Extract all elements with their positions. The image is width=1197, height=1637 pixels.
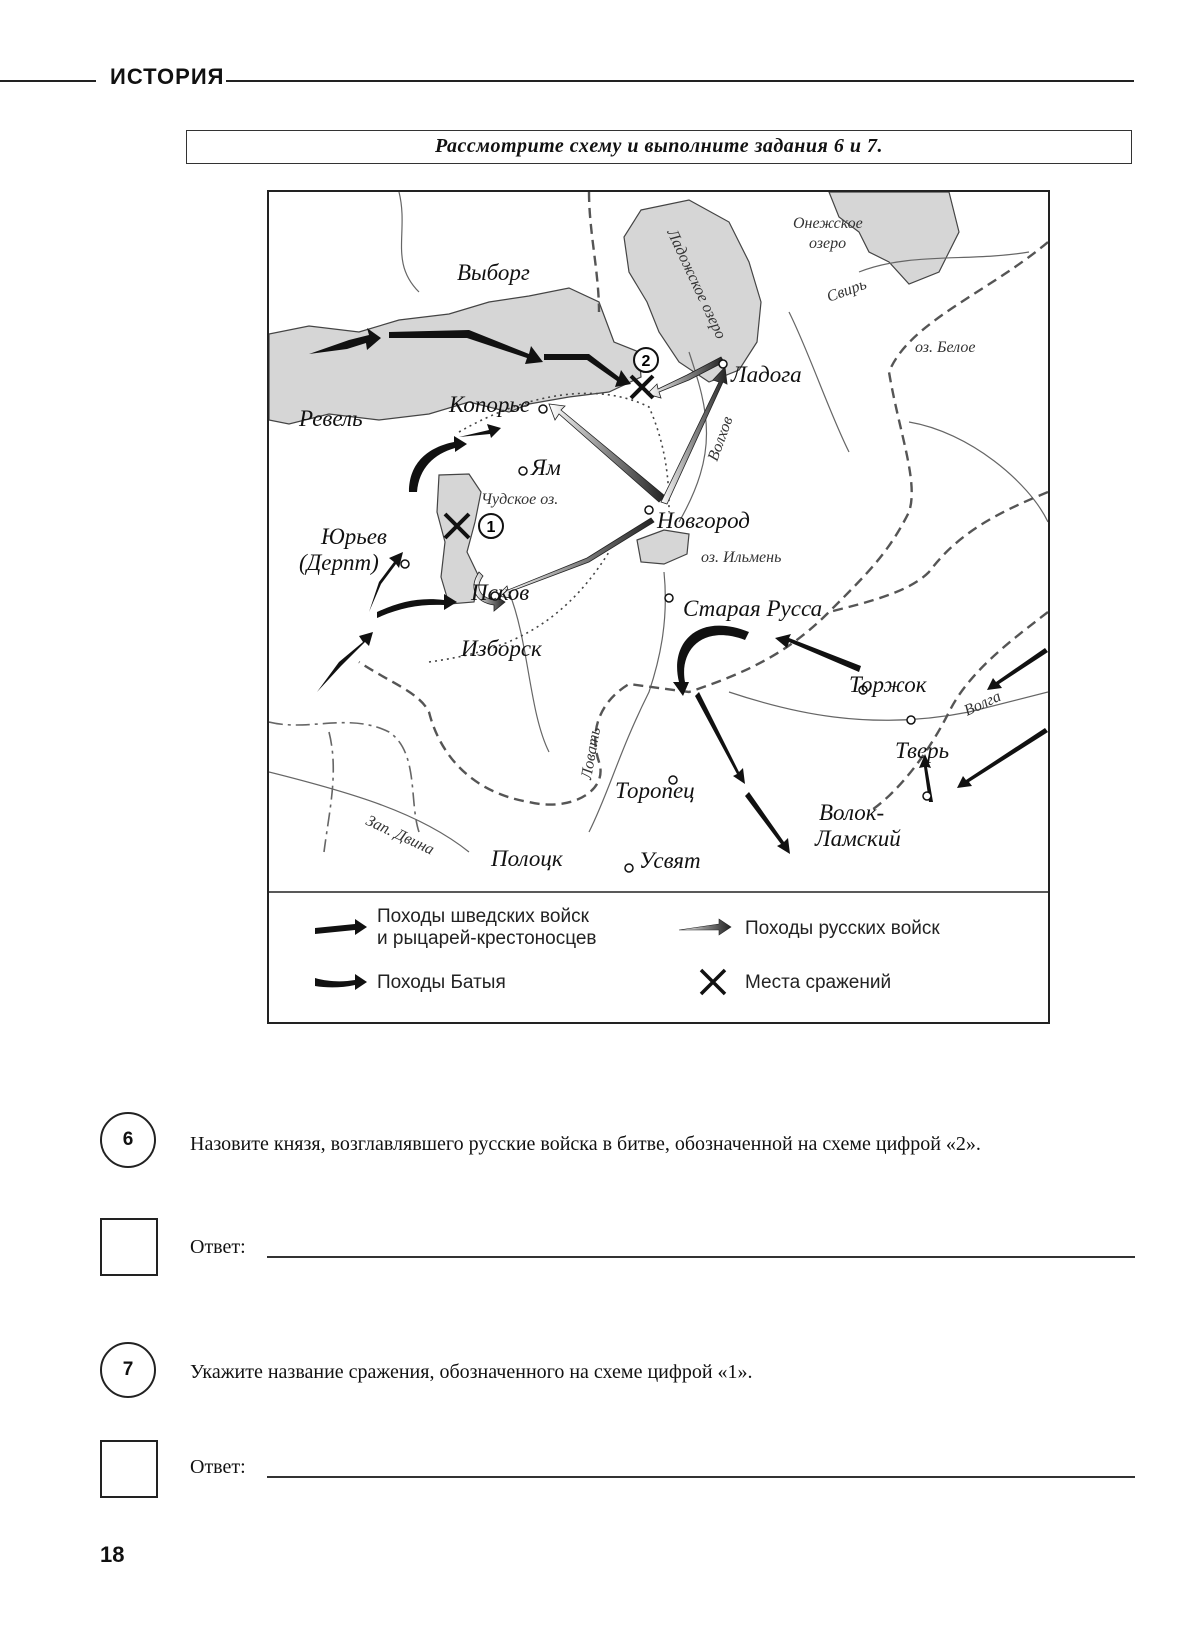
city-yuryev: Юрьев [321, 524, 387, 549]
label-ladoga-lake: Ладожское озеро [663, 226, 730, 342]
legend-swedish-line-2: и рыцарей-крестоносцев [377, 928, 597, 949]
arrow-batu-2 [695, 692, 745, 784]
instruction-box: Рассмотрите схему и выполните задания 6 и 7. [186, 130, 1132, 164]
label-svir: Свирь [824, 275, 869, 306]
task-6-answer-line[interactable] [267, 1256, 1135, 1258]
task-7-number: 7 [100, 1342, 156, 1398]
city-toropets: Торопец [615, 778, 695, 803]
legend-batu-label: Походы Батыя [377, 972, 506, 993]
city-staraya-russa: Старая Русса [683, 596, 823, 621]
legend [315, 906, 940, 994]
city-revel: Ревель [299, 406, 363, 431]
page-number: 18 [100, 1542, 125, 1567]
battle-2-number: 2 [641, 353, 651, 370]
label-zap-dvina: Зап. Двина [363, 812, 437, 859]
legend-battles-label: Места сражений [745, 972, 892, 993]
legend-russian-arrow-icon [679, 919, 731, 935]
header-rule-left [0, 80, 96, 82]
city-novgorod: Новгород [657, 508, 750, 533]
task-6-number: 6 [100, 1112, 156, 1168]
lake-onega [829, 192, 959, 284]
city-volok-2: Ламский [815, 826, 901, 851]
task-7-answer-line[interactable] [267, 1476, 1135, 1478]
legend-batu-arrow-icon [315, 974, 367, 990]
label-beloe: оз. Белое [915, 339, 976, 356]
city-volok-1: Волок- [819, 800, 885, 825]
label-lovat: Ловать [578, 726, 605, 781]
city-torzhok: Торжок [849, 672, 927, 697]
battle-2-cross-icon [631, 376, 653, 398]
subject-title: ИСТОРИЯ [110, 64, 225, 89]
arrow-batu-1 [673, 626, 749, 696]
battle-1-number: 1 [486, 519, 496, 536]
city-koporye: Копорье [449, 392, 531, 417]
arrow-batu-3 [745, 792, 790, 854]
arrow-crusader-5 [459, 424, 501, 438]
city-ladoga: Ладога [731, 362, 802, 387]
arrow-russian-1 [549, 404, 665, 502]
label-volga: Волга [961, 687, 1004, 720]
task-6-text: Назовите князя, возглавлявшего русские войска в битве, обозначенной на схеме цифрой «2». [190, 1133, 981, 1155]
historical-map [267, 190, 1050, 1024]
city-yam: Ям [531, 455, 561, 480]
arrow-batu-6 [957, 728, 1048, 788]
task-6-answer-label: Ответ: [190, 1236, 246, 1258]
legend-swedish-arrow-icon [315, 919, 367, 935]
arrow-batu-4 [775, 634, 861, 672]
task-7-answer-label: Ответ: [190, 1456, 246, 1478]
arrow-crusader-3 [377, 594, 457, 618]
legend-battle-cross-icon [701, 970, 725, 994]
city-vyborg: Выборг [457, 260, 530, 285]
legend-swedish-line-1: Походы шведских войск [377, 906, 589, 927]
city-pskov: Псков [471, 580, 530, 605]
task-6-answer-box[interactable] [100, 1218, 158, 1276]
city-tver: Тверь [895, 738, 950, 763]
lake-ilmen [637, 530, 689, 564]
task-7-answer-box[interactable] [100, 1440, 158, 1498]
city-derpt: (Дерпт) [299, 550, 379, 575]
legend-russian-label: Походы русских войск [745, 918, 940, 939]
label-chudskoe: Чудское оз. [481, 491, 559, 508]
arrow-crusader-1 [317, 632, 373, 692]
city-usvyat: Усвят [639, 848, 701, 873]
label-onega-1: Онежское [793, 215, 863, 232]
label-volkhov: Волхов [704, 414, 737, 464]
label-onega-2: озеро [809, 235, 847, 252]
header-rule-right [226, 80, 1134, 82]
label-ilmen: оз. Ильмень [701, 549, 782, 566]
city-izborsk: Изборск [461, 636, 542, 661]
task-7-text: Укажите название сражения, обозначенного на схеме цифрой «1». [190, 1361, 753, 1383]
map-svg [269, 192, 1048, 1022]
city-polotsk: Полоцк [491, 846, 563, 871]
